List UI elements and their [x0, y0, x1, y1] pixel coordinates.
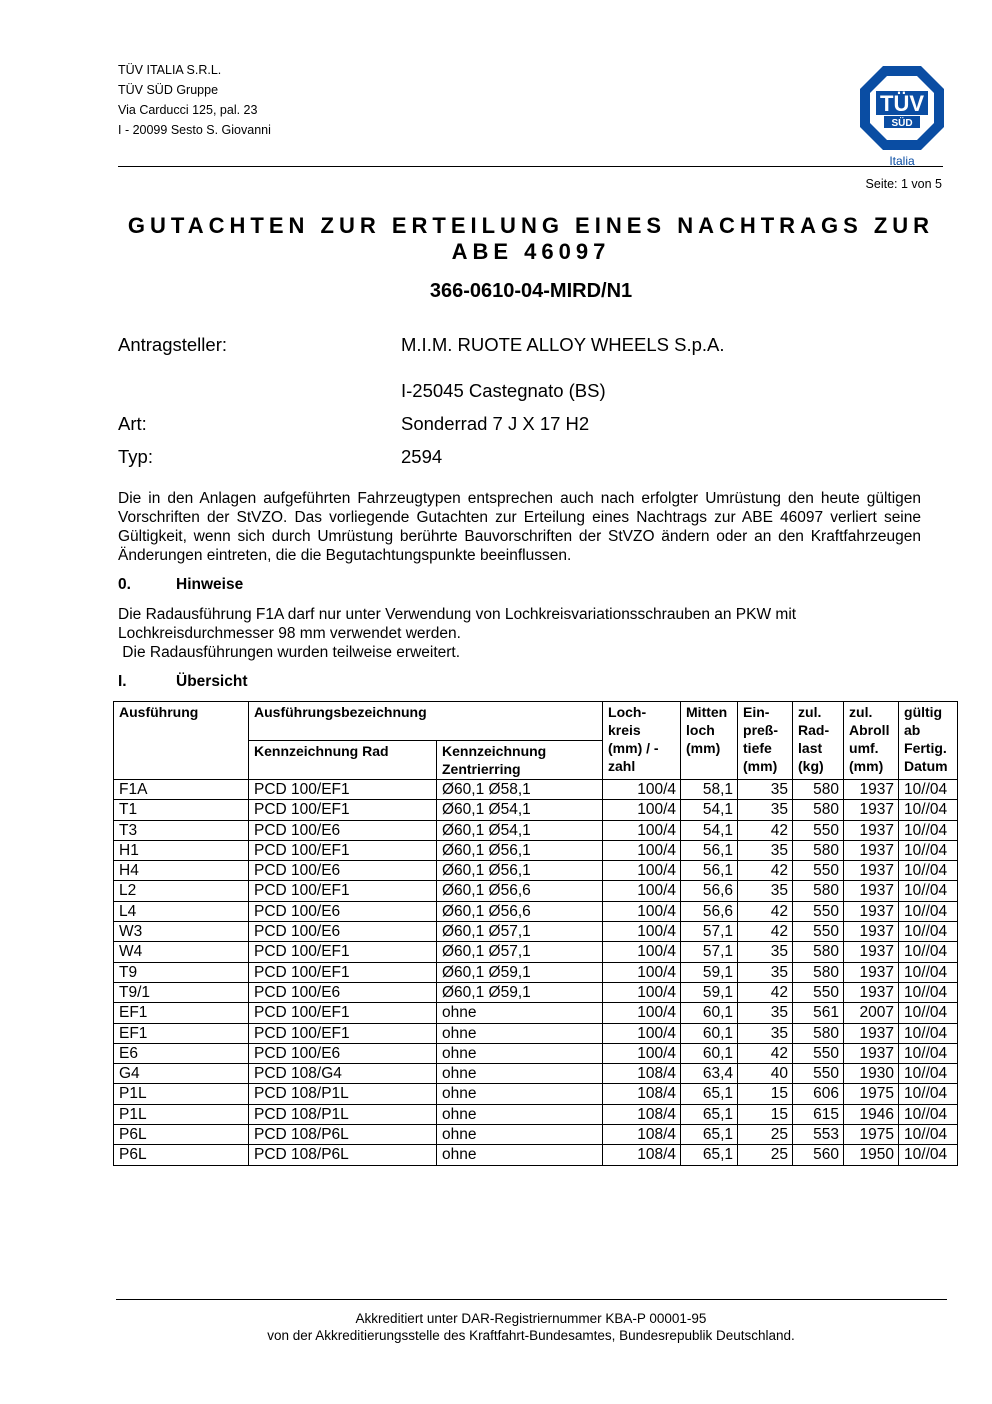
cell-abrollumfang: 1937	[844, 901, 899, 921]
cell-gueltig: 10//04	[899, 901, 958, 921]
cell-kennzeichnung-zentrierring: ohne	[437, 1104, 603, 1124]
typ-value: 2594	[401, 446, 443, 467]
cell-radlast: 550	[793, 982, 844, 1002]
cell-radlast: 560	[793, 1145, 844, 1165]
cell-radlast: 550	[793, 922, 844, 942]
cell-einpresstiefe: 25	[738, 1145, 793, 1165]
cell-lochkreis: 100/4	[603, 982, 681, 1002]
cell-abrollumfang: 1937	[844, 922, 899, 942]
header-abrollumfang: zul. Abroll umf. (mm)	[844, 702, 899, 780]
cell-kennzeichnung-zentrierring: Ø60,1 Ø58,1	[437, 780, 603, 800]
cell-abrollumfang: 1937	[844, 942, 899, 962]
cell-gueltig: 10//04	[899, 780, 958, 800]
cell-mittenloch: 59,1	[681, 982, 738, 1002]
cell-mittenloch: 58,1	[681, 780, 738, 800]
cell-lochkreis: 100/4	[603, 1003, 681, 1023]
cell-einpresstiefe: 25	[738, 1125, 793, 1145]
cell-radlast: 561	[793, 1003, 844, 1023]
table-row	[114, 1145, 958, 1165]
cell-kennzeichnung-zentrierring: Ø60,1 Ø56,6	[437, 881, 603, 901]
cell-lochkreis: 108/4	[603, 1064, 681, 1084]
cell-gueltig: 10//04	[899, 1125, 958, 1145]
art-value: Sonderrad 7 J X 17 H2	[401, 413, 590, 434]
table-row	[114, 1043, 958, 1063]
cell-radlast: 553	[793, 1125, 844, 1145]
logo-text-sud: SÜD	[891, 118, 913, 129]
cell-gueltig: 10//04	[899, 942, 958, 962]
cell-kennzeichnung-zentrierring: Ø60,1 Ø59,1	[437, 982, 603, 1002]
cell-einpresstiefe: 35	[738, 881, 793, 901]
cell-kennzeichnung-zentrierring: ohne	[437, 1003, 603, 1023]
cell-einpresstiefe: 42	[738, 820, 793, 840]
cell-kennzeichnung-rad: PCD 100/EF1	[249, 881, 437, 901]
cell-mittenloch: 56,6	[681, 881, 738, 901]
logo-caption: Italia	[889, 154, 915, 168]
header-ausfuehrung: Ausführung	[114, 702, 249, 780]
cell-lochkreis: 108/4	[603, 1104, 681, 1124]
page-number: Seite: 1 von 5	[865, 177, 942, 191]
overview-table	[113, 701, 958, 1166]
header-divider	[118, 166, 943, 167]
applicant-label: Antragsteller:	[118, 334, 227, 355]
cell-gueltig: 10//04	[899, 922, 958, 942]
cell-ausfuehrung: T9	[114, 962, 249, 982]
cell-lochkreis: 108/4	[603, 1125, 681, 1145]
cell-mittenloch: 60,1	[681, 1003, 738, 1023]
address-line: I - 20099 Sesto S. Giovanni	[118, 123, 271, 137]
title-line-1: GUTACHTEN ZUR ERTEILUNG EINES NACHTRAGS ZUR	[127, 213, 935, 238]
section-1-title: Übersicht	[176, 673, 248, 690]
cell-ausfuehrung: P1L	[114, 1084, 249, 1104]
section-0-number: 0.	[118, 576, 131, 593]
cell-kennzeichnung-zentrierring: ohne	[437, 1125, 603, 1145]
cell-mittenloch: 56,1	[681, 861, 738, 881]
cell-ausfuehrung: W3	[114, 922, 249, 942]
cell-kennzeichnung-zentrierring: Ø60,1 Ø56,1	[437, 861, 603, 881]
cell-abrollumfang: 1975	[844, 1084, 899, 1104]
cell-abrollumfang: 1946	[844, 1104, 899, 1124]
cell-mittenloch: 54,1	[681, 820, 738, 840]
cell-gueltig: 10//04	[899, 840, 958, 860]
cell-kennzeichnung-zentrierring: ohne	[437, 1084, 603, 1104]
table-row	[114, 780, 958, 800]
cell-lochkreis: 100/4	[603, 962, 681, 982]
cell-einpresstiefe: 42	[738, 922, 793, 942]
document-number: 366-0610-04-MIRD/N1	[429, 280, 633, 302]
cell-kennzeichnung-rad: PCD 100/EF1	[249, 800, 437, 820]
cell-radlast: 615	[793, 1104, 844, 1124]
cell-abrollumfang: 1937	[844, 800, 899, 820]
cell-kennzeichnung-rad: PCD 108/P6L	[249, 1125, 437, 1145]
section-0-heading	[118, 576, 243, 594]
cell-lochkreis: 100/4	[603, 901, 681, 921]
header-lochkreis: Loch- kreis (mm) / -zahl	[603, 702, 681, 780]
cell-einpresstiefe: 42	[738, 1043, 793, 1063]
applicant-city: I-25045 Castegnato (BS)	[401, 380, 606, 401]
table-row	[114, 820, 958, 840]
address-block	[118, 60, 271, 140]
cell-kennzeichnung-zentrierring: ohne	[437, 1023, 603, 1043]
cell-gueltig: 10//04	[899, 1003, 958, 1023]
cell-abrollumfang: 2007	[844, 1003, 899, 1023]
cell-kennzeichnung-rad: PCD 100/EF1	[249, 1023, 437, 1043]
cell-lochkreis: 100/4	[603, 820, 681, 840]
cell-kennzeichnung-zentrierring: Ø60,1 Ø57,1	[437, 942, 603, 962]
cell-abrollumfang: 1930	[844, 1064, 899, 1084]
table-row	[114, 982, 958, 1002]
cell-abrollumfang: 1937	[844, 861, 899, 881]
cell-lochkreis: 100/4	[603, 1043, 681, 1063]
section-1-heading	[118, 673, 248, 691]
intro-paragraph: Die in den Anlagen aufgeführten Fahrzeugtypen entsprechen auch nach erfolgter Umrüstung den heute gültigen Vorschriften der StVZO. Das vorliegende Gutachten zur Erteilung eines Nachtrags zur ABE 46097 verliert seine Gültigkeit, wenn sich durch Umrüstung berührte Bauvorschriften der StVZO ändern oder an den Kraftfahrzeugen Änderungen eintreten, die die Begutachtungspunkte beeinflussen.	[118, 490, 921, 564]
header-einpresstiefe: Ein- preß- tiefe (mm)	[738, 702, 793, 780]
cell-lochkreis: 108/4	[603, 1145, 681, 1165]
table-row	[114, 901, 958, 921]
cell-abrollumfang: 1937	[844, 1023, 899, 1043]
cell-gueltig: 10//04	[899, 800, 958, 820]
cell-kennzeichnung-rad: PCD 100/E6	[249, 1043, 437, 1063]
cell-radlast: 580	[793, 840, 844, 860]
cell-ausfuehrung: E6	[114, 1043, 249, 1063]
cell-mittenloch: 56,1	[681, 840, 738, 860]
cell-lochkreis: 100/4	[603, 922, 681, 942]
cell-einpresstiefe: 35	[738, 780, 793, 800]
footer-line-2: von der Akkreditierungsstelle des Kraftfahrt-Bundesamtes, Bundesrepublik Deutschland.	[267, 1328, 795, 1343]
cell-kennzeichnung-rad: PCD 108/P6L	[249, 1145, 437, 1165]
cell-kennzeichnung-rad: PCD 100/E6	[249, 820, 437, 840]
cell-einpresstiefe: 35	[738, 962, 793, 982]
section-0-line: Lochkreisdurchmesser 98 mm verwendet werden.	[118, 625, 461, 642]
cell-ausfuehrung: P1L	[114, 1104, 249, 1124]
cell-lochkreis: 100/4	[603, 1023, 681, 1043]
cell-gueltig: 10//04	[899, 982, 958, 1002]
cell-mittenloch: 54,1	[681, 800, 738, 820]
cell-mittenloch: 63,4	[681, 1064, 738, 1084]
cell-radlast: 550	[793, 1064, 844, 1084]
section-0-line: Die Radausführungen wurden teilweise erweitert.	[118, 644, 461, 661]
cell-gueltig: 10//04	[899, 1023, 958, 1043]
cell-ausfuehrung: F1A	[114, 780, 249, 800]
cell-radlast: 606	[793, 1084, 844, 1104]
cell-kennzeichnung-zentrierring: ohne	[437, 1043, 603, 1063]
table-row	[114, 1084, 958, 1104]
cell-radlast: 580	[793, 1023, 844, 1043]
art-label: Art:	[118, 413, 147, 434]
cell-ausfuehrung: G4	[114, 1064, 249, 1084]
cell-mittenloch: 57,1	[681, 922, 738, 942]
cell-abrollumfang: 1937	[844, 982, 899, 1002]
section-1-number: I.	[118, 673, 127, 690]
cell-ausfuehrung: W4	[114, 942, 249, 962]
cell-ausfuehrung: H1	[114, 840, 249, 860]
cell-gueltig: 10//04	[899, 962, 958, 982]
cell-ausfuehrung: H4	[114, 861, 249, 881]
cell-abrollumfang: 1975	[844, 1125, 899, 1145]
cell-mittenloch: 56,6	[681, 901, 738, 921]
cell-kennzeichnung-zentrierring: Ø60,1 Ø56,6	[437, 901, 603, 921]
logo-text-tuv: TÜV	[880, 91, 924, 116]
cell-mittenloch: 65,1	[681, 1104, 738, 1124]
table-row	[114, 1064, 958, 1084]
cell-lochkreis: 100/4	[603, 840, 681, 860]
header-kennzeichnung-rad: Kennzeichnung Rad	[249, 741, 437, 780]
cell-ausfuehrung: L2	[114, 881, 249, 901]
cell-lochkreis: 100/4	[603, 800, 681, 820]
cell-ausfuehrung: EF1	[114, 1023, 249, 1043]
cell-radlast: 580	[793, 942, 844, 962]
cell-abrollumfang: 1950	[844, 1145, 899, 1165]
header-bezeichnung: Ausführungsbezeichnung	[249, 702, 603, 741]
cell-einpresstiefe: 15	[738, 1104, 793, 1124]
cell-kennzeichnung-rad: PCD 108/G4	[249, 1064, 437, 1084]
table-row	[114, 1104, 958, 1124]
cell-kennzeichnung-rad: PCD 100/EF1	[249, 840, 437, 860]
cell-einpresstiefe: 40	[738, 1064, 793, 1084]
cell-radlast: 580	[793, 800, 844, 820]
cell-einpresstiefe: 35	[738, 1003, 793, 1023]
cell-lochkreis: 100/4	[603, 861, 681, 881]
cell-einpresstiefe: 15	[738, 1084, 793, 1104]
cell-gueltig: 10//04	[899, 1104, 958, 1124]
address-line: TÜV ITALIA S.R.L.	[118, 63, 222, 77]
table-row	[114, 840, 958, 860]
cell-abrollumfang: 1937	[844, 840, 899, 860]
cell-mittenloch: 65,1	[681, 1084, 738, 1104]
cell-kennzeichnung-zentrierring: Ø60,1 Ø57,1	[437, 922, 603, 942]
cell-einpresstiefe: 42	[738, 861, 793, 881]
title-line-2: ABE 46097	[451, 239, 611, 264]
cell-einpresstiefe: 42	[738, 982, 793, 1002]
table-row	[114, 962, 958, 982]
cell-kennzeichnung-rad: PCD 100/EF1	[249, 1003, 437, 1023]
tuv-logo	[858, 64, 946, 168]
cell-ausfuehrung: T3	[114, 820, 249, 840]
section-0-line: Die Radausführung F1A darf nur unter Verwendung von Lochkreisvariationsschrauben an PKW mit	[118, 606, 797, 623]
cell-ausfuehrung: L4	[114, 901, 249, 921]
cell-ausfuehrung: EF1	[114, 1003, 249, 1023]
cell-lochkreis: 100/4	[603, 942, 681, 962]
table-row	[114, 1023, 958, 1043]
cell-abrollumfang: 1937	[844, 1043, 899, 1063]
cell-kennzeichnung-zentrierring: ohne	[437, 1145, 603, 1165]
header-gueltig: gültig ab Fertig. Datum	[899, 702, 958, 780]
footer	[100, 1310, 962, 1344]
table-row	[114, 800, 958, 820]
cell-gueltig: 10//04	[899, 820, 958, 840]
cell-radlast: 550	[793, 901, 844, 921]
cell-kennzeichnung-zentrierring: Ø60,1 Ø56,1	[437, 840, 603, 860]
cell-radlast: 580	[793, 881, 844, 901]
header-mittenloch: Mitten loch (mm)	[681, 702, 738, 780]
table-row	[114, 1125, 958, 1145]
cell-mittenloch: 60,1	[681, 1043, 738, 1063]
cell-kennzeichnung-zentrierring: Ø60,1 Ø54,1	[437, 800, 603, 820]
cell-gueltig: 10//04	[899, 861, 958, 881]
cell-einpresstiefe: 35	[738, 840, 793, 860]
cell-kennzeichnung-zentrierring: Ø60,1 Ø59,1	[437, 962, 603, 982]
footer-divider	[116, 1299, 947, 1300]
cell-kennzeichnung-rad: PCD 100/EF1	[249, 780, 437, 800]
cell-radlast: 550	[793, 820, 844, 840]
cell-mittenloch: 65,1	[681, 1145, 738, 1165]
cell-gueltig: 10//04	[899, 1064, 958, 1084]
cell-kennzeichnung-rad: PCD 100/E6	[249, 861, 437, 881]
cell-einpresstiefe: 35	[738, 942, 793, 962]
table-row	[114, 1003, 958, 1023]
cell-einpresstiefe: 42	[738, 901, 793, 921]
table-row	[114, 861, 958, 881]
section-0-title: Hinweise	[176, 576, 244, 593]
table-row	[114, 922, 958, 942]
cell-ausfuehrung: T1	[114, 800, 249, 820]
cell-gueltig: 10//04	[899, 1145, 958, 1165]
section-0-text	[118, 605, 921, 662]
cell-abrollumfang: 1937	[844, 820, 899, 840]
cell-kennzeichnung-rad: PCD 108/P1L	[249, 1084, 437, 1104]
typ-label: Typ:	[118, 446, 153, 467]
header-kennzeichnung-zentrierring: Kennzeichnung Zentrierring	[437, 741, 603, 780]
cell-einpresstiefe: 35	[738, 1023, 793, 1043]
cell-radlast: 550	[793, 1043, 844, 1063]
cell-gueltig: 10//04	[899, 881, 958, 901]
cell-ausfuehrung: P6L	[114, 1145, 249, 1165]
cell-kennzeichnung-rad: PCD 100/E6	[249, 922, 437, 942]
address-line: TÜV SÜD Gruppe	[118, 83, 219, 97]
table-row	[114, 881, 958, 901]
cell-kennzeichnung-rad: PCD 100/EF1	[249, 942, 437, 962]
cell-radlast: 580	[793, 962, 844, 982]
footer-line-1: Akkreditiert unter DAR-Registriernummer KBA-P 00001-95	[355, 1311, 707, 1326]
cell-mittenloch: 59,1	[681, 962, 738, 982]
cell-kennzeichnung-rad: PCD 100/EF1	[249, 962, 437, 982]
cell-lochkreis: 108/4	[603, 1084, 681, 1104]
cell-mittenloch: 65,1	[681, 1125, 738, 1145]
cell-abrollumfang: 1937	[844, 780, 899, 800]
cell-abrollumfang: 1937	[844, 962, 899, 982]
cell-mittenloch: 60,1	[681, 1023, 738, 1043]
cell-radlast: 550	[793, 861, 844, 881]
cell-lochkreis: 100/4	[603, 881, 681, 901]
table-body	[114, 780, 958, 1166]
cell-kennzeichnung-rad: PCD 100/E6	[249, 982, 437, 1002]
address-line: Via Carducci 125, pal. 23	[118, 103, 258, 117]
tuv-octagon-icon	[858, 64, 946, 168]
cell-radlast: 580	[793, 780, 844, 800]
cell-lochkreis: 100/4	[603, 780, 681, 800]
applicant-value: M.I.M. RUOTE ALLOY WHEELS S.p.A.	[401, 334, 725, 355]
cell-gueltig: 10//04	[899, 1084, 958, 1104]
cell-ausfuehrung: T9/1	[114, 982, 249, 1002]
header-radlast: zul. Rad- last (kg)	[793, 702, 844, 780]
cell-mittenloch: 57,1	[681, 942, 738, 962]
table-row	[114, 942, 958, 962]
cell-ausfuehrung: P6L	[114, 1125, 249, 1145]
cell-kennzeichnung-rad: PCD 100/E6	[249, 901, 437, 921]
cell-kennzeichnung-rad: PCD 108/P1L	[249, 1104, 437, 1124]
cell-abrollumfang: 1937	[844, 881, 899, 901]
cell-kennzeichnung-zentrierring: ohne	[437, 1064, 603, 1084]
cell-gueltig: 10//04	[899, 1043, 958, 1063]
document-title	[100, 213, 962, 265]
cell-einpresstiefe: 35	[738, 800, 793, 820]
cell-kennzeichnung-zentrierring: Ø60,1 Ø54,1	[437, 820, 603, 840]
